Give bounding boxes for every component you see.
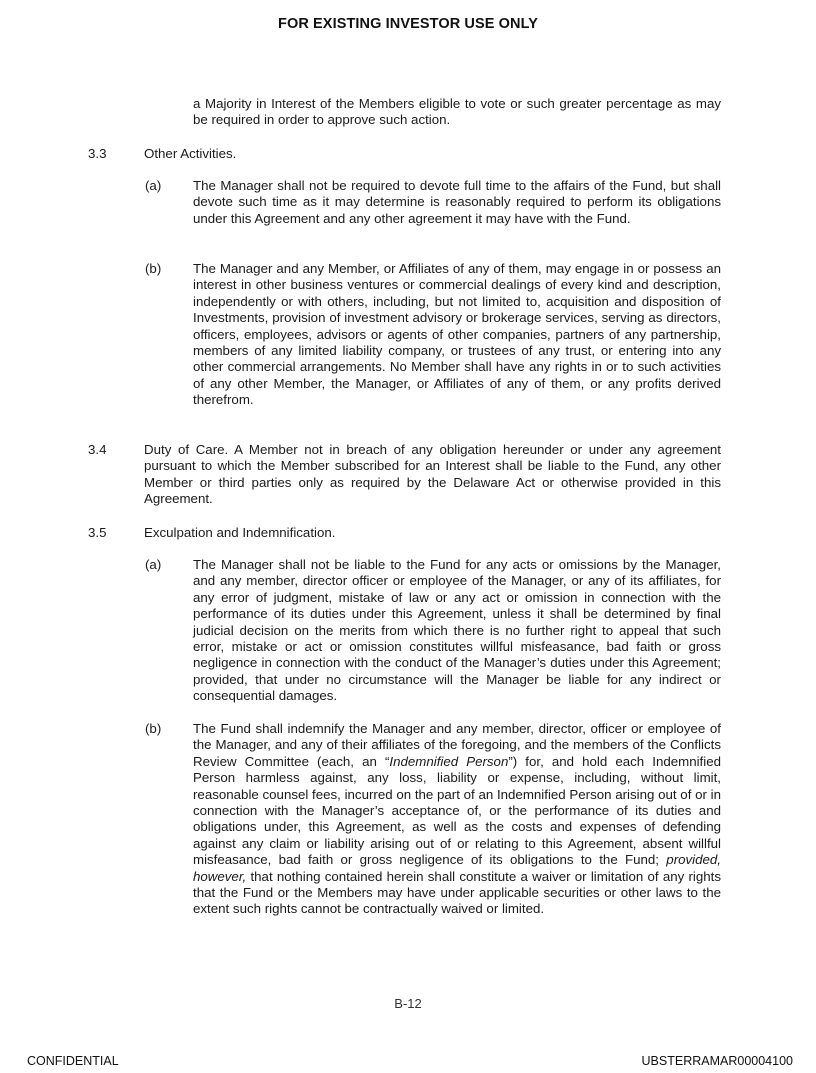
section-number-3-5: 3.5 — [88, 525, 107, 540]
subsection-label-3-3-a: (a) — [145, 178, 162, 193]
subsection-label-3-5-a: (a) — [145, 557, 162, 572]
subsection-label-3-3-b: (b) — [145, 261, 162, 276]
paragraph-3-4-duty-of-care: Duty of Care. A Member not in breach of any obligation hereunder or under any agreement pursuant to which the Member subscribed for an Interest shall be liable to the Fund, any other Member or third parties only as required by the Delaware Act or otherwise provided in this Agreement. — [144, 442, 721, 507]
defined-term-indemnified-person: Indemnified Person — [389, 753, 509, 769]
paragraph-3-3-a: The Manager shall not be required to devote full time to the affairs of the Fund, but shall devote such time as it may determine is reasonably required to perform its obligations under this Agreement and any other agreement it may have with the Fund. — [193, 178, 721, 226]
page-number: B-12 — [394, 996, 422, 1011]
section-number-3-3: 3.3 — [88, 146, 107, 161]
paragraph-3-5-b — [193, 721, 721, 918]
continuation-paragraph: a Majority in Interest of the Members eligible to vote or such greater percentage as may be required in order to approve such action. — [193, 96, 721, 128]
paragraph-3-5-a: The Manager shall not be liable to the Fund for any acts or omissions by the Manager, and any member, director officer or employee of the Manager, or any of its affiliates, for any error of judgment, mistake of law or any act or omission in connection with the performance of its duties under this Agreement, unless it shall be determined by final judicial decision on the merits from which there is no further right to appeal that such error, mistake or act or omission constitutes willful misfeasance, bad faith or gross negligence in connection with the conduct of the Manager’s duties under this Agreement; provided, that under no circumstance will the Manager be liable for any indirect or consequential damages. — [193, 557, 721, 704]
paragraph-3-3-b: The Manager and any Member, or Affiliates of any of them, may engage in or possess an interest in other business ventures or commercial dealings of every kind and description, independently or with others, including, but not limited to, acquisition and disposition of Investments, provision of investment advisory or brokerage services, serving as directors, officers, employees, advisors or agents of other companies, partners of any partnership, members of any limited liability company, or trustees of any trust, or entering into any other commercial arrangements. No Member shall have any rights in or to such activities of any other Member, the Manager, or Affiliates of any of them, or any profits derived therefrom. — [193, 261, 721, 408]
section-title-other-activities: Other Activities. — [144, 146, 237, 161]
paragraph-3-5-b-part3: that nothing contained herein shall constitute a waiver or limitation of any rights that the Fund or the Members may have under applicable securities or other laws to the extent such rights cannot be contractually waived or limited. — [193, 868, 721, 917]
confidential-label: CONFIDENTIAL — [27, 1054, 119, 1068]
section-number-3-4: 3.4 — [88, 442, 107, 457]
paragraph-3-5-b-part1: The Fund shall indemnify the Manager and any member, director, officer or employee of the Manager, and any of their affiliates of the foregoing, and the members of the Conflicts Review Committee (each, an “ — [193, 721, 721, 769]
proviso-phrase: provided, however, — [193, 852, 721, 884]
confidential-banner: FOR EXISTING INVESTOR USE ONLY — [277, 16, 539, 32]
bates-number: UBSTERRAMAR00004100 — [641, 1054, 793, 1068]
section-title-exculpation: Exculpation and Indemnification. — [144, 525, 336, 540]
subsection-label-3-5-b: (b) — [145, 721, 162, 736]
paragraph-3-5-b-part2: ”) for, and hold each Indemnified Person harmless against, any loss, liability or expense, including, without limit, reasonable counsel fees, incurred on the part of an Indemnified Person arising out of or in connection with the Manager’s acceptance of, or the performance of its duties and obligations under, this Agreement, as well as the costs and expenses of defending against any claim or liability arising out of or relating to this Agreement, absent willful misfeasance, bad faith or gross negligence of its obligations to the Fund; — [193, 753, 721, 868]
